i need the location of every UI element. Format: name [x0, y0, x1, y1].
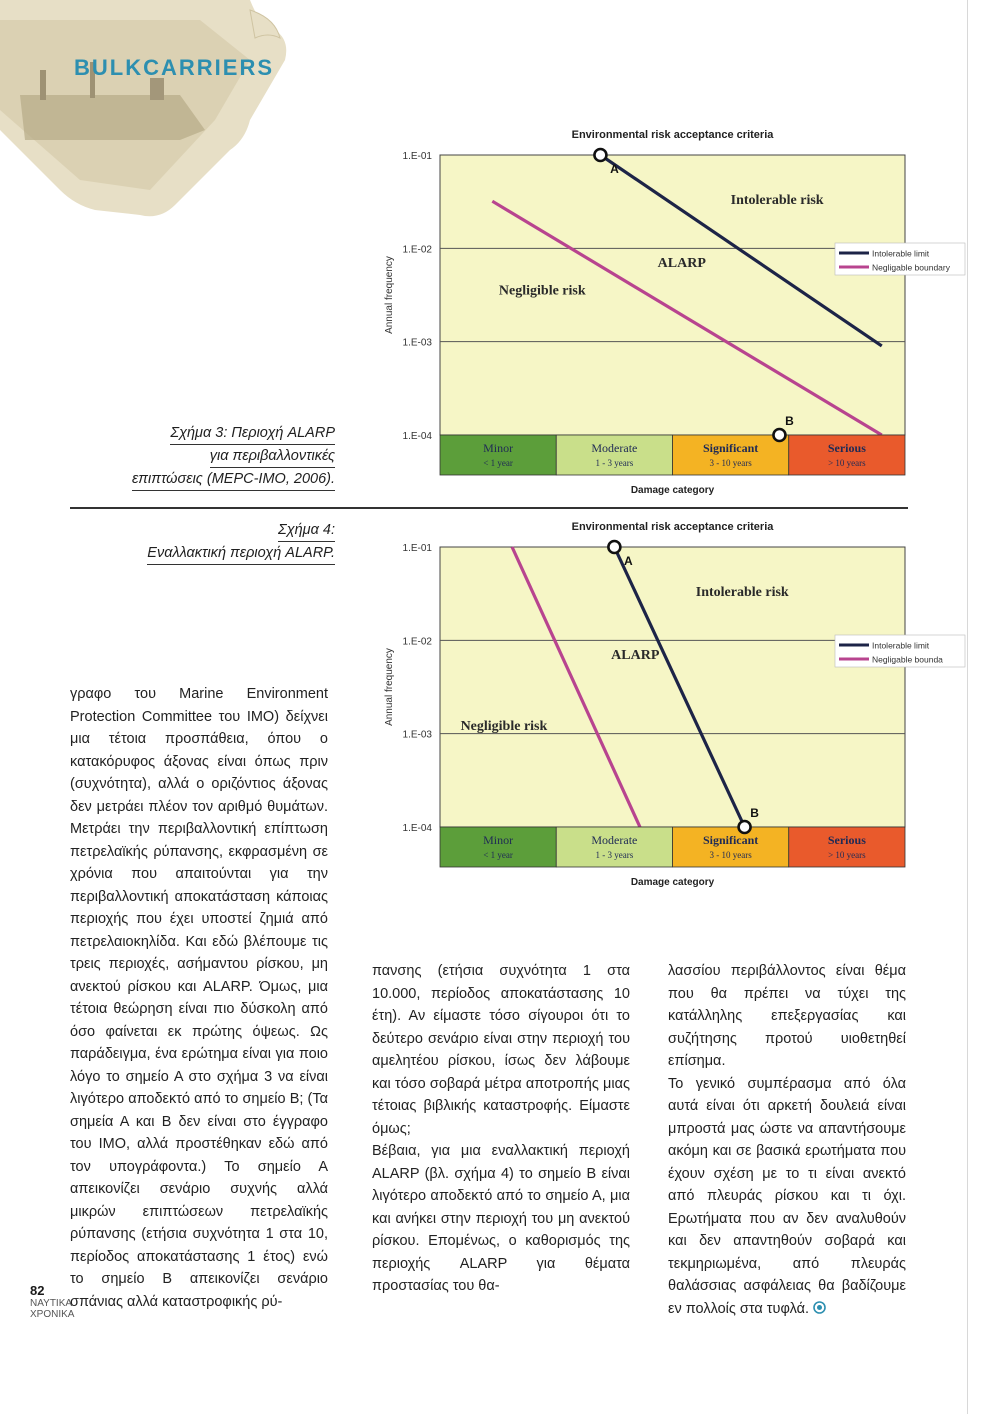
body-paragraph-text: Το γενικό συμπέρασμα από όλα αυτά είναι ότι αρκετή δουλειά είναι μπροστά μας ώστε να απαντήσουμε ακόμη και σε βασικά ερωτήματα που έχουν σχέση με το τι είναι ανεκτό από πλευράς ρίσκου και τι όχι. Ερωτήματα που αν δεν αναλυθούν και δεν απαντηθούν σοβαρά και τεκμηριωμένα, από πλευράς θαλάσσιας ασφάλειας θα βαδίζουμε εν πολλοίς στα τυφλά.	[668, 1075, 906, 1317]
risk-point-label: A	[610, 162, 619, 176]
figure-4-caption-line: Σχήμα 4:	[278, 519, 335, 542]
damage-category-range: > 10 years	[828, 458, 866, 468]
figure-3-caption-line: Σχήμα 3: Περιοχή ALARP	[170, 422, 335, 445]
risk-point-marker	[608, 541, 620, 553]
damage-category-name: Significant	[702, 833, 759, 847]
region-label: Intolerable risk	[695, 584, 789, 600]
figure-3-caption-line: επιπτώσεις (MEPC-IMO, 2006).	[132, 468, 335, 491]
region-label: Negligible risk	[498, 283, 586, 299]
damage-category-name: Serious	[827, 441, 866, 455]
y-tick-label: 1.E-01	[402, 543, 432, 554]
body-paragraph	[668, 1073, 906, 1321]
risk-point-marker	[739, 821, 751, 833]
damage-category-range: 1 - 3 years	[595, 458, 634, 468]
figure-divider	[70, 507, 908, 509]
page-footer	[30, 1283, 74, 1320]
damage-category-name: Significant	[702, 441, 759, 455]
damage-category-range: 3 - 10 years	[709, 850, 752, 860]
figure-4-caption	[130, 519, 335, 565]
region-label: ALARP	[611, 648, 660, 664]
damage-category-name: Moderate	[591, 441, 638, 455]
legend-label: Intolerable limit	[872, 640, 930, 651]
damage-category-range: 1 - 3 years	[595, 850, 634, 860]
chart-title: Environmental risk acceptance criteria	[571, 521, 774, 533]
body-paragraph: πανσης (ετήσια συχνότητα 1 στα 10.000, περίοδος αποκατάστασης 10 έτη). Αν είμαστε τόσο σίγουροι ότι το δεύτερο σενάριο είναι στην περιοχή του αμελητέου ρίσκου, ίσως δεν λάβουμε και τόσο σοβαρά μέτρα αποτροπής μιας τέτοιας βιβλικής καταστροφής. Είμαστε όμως;	[372, 963, 630, 1137]
body-paragraph: λασσίου περιβάλλοντος είναι θέμα που θα πρέπει να τύχει της κατάλληλης επεξεργασίας και συζήτησης προτού υιοθετηθεί επίσημα.	[668, 963, 906, 1069]
end-mark-icon	[813, 1301, 826, 1314]
body-paragraph: γραφο του Marine Environment Protection Committee του IMO) δείχνει μια τέτοια προσπάθεια, όπου ο κατακόρυφος άξονας είναι όπως πριν (συχνότητα), αλλά ο οριζόντιος άξονας δεν μετράει πλέον τον αριθμό θυμάτων. Μετράει την περιβαλλοντική επίπτωση πετρελαϊκής ρύπανσης, εκφρασμένη σε χρόνια που απαιτούνται για την περιβαλλοντική αποκατάσταση κάποιας περιοχής που έχει υποστεί ζημιά από πετρελαιοκηλίδα. Και εδώ βλέπουμε τις τρεις περιοχές, ασήμαντου ρίσκου, μη ανεκτού ρίσκου και ALARP. Όμως, μια τέτοια θεώρηση είναι πιο δύσκολη από όσο φαίνεται εκ πρώτης όψεως. Ως παράδειγμα, ένα ερώτημα είναι για ποιο λόγο το σημείο Α στο σχήμα 3 να είναι λιγότερο αποδεκτό από το σημείο Β; (Τα σημεία Α και Β δεν είναι στο έγγραφο του IMO, αλλά προστέθηκαν εδώ από τον υπογράφοντα.) Το σημείο Α απεικονίζει σενάριο συχνής αλλά μικρών επιπτώσεων πετρελαϊκής ρύπανσης (ετήσια συχνότητα 1 στα 10, περίοδος αποκατάστασης 1 έτος) ενώ το σημείο Β απεικονίζει σενάριο σπάνιας αλλά καταστροφικής ρύ-	[70, 686, 328, 1310]
risk-point-label: B	[750, 806, 759, 820]
figure-3-chart	[370, 120, 950, 503]
damage-category-name: Serious	[827, 833, 866, 847]
body-column-1	[70, 683, 328, 1313]
damage-category-range: > 10 years	[828, 850, 866, 860]
y-tick-label: 1.E-03	[402, 337, 432, 349]
risk-point-marker	[773, 429, 785, 441]
legend-label: Intolerable limit	[872, 248, 930, 259]
region-label: Negligible risk	[460, 718, 548, 734]
y-tick-label: 1.E-02	[402, 244, 432, 256]
region-label: Intolerable risk	[730, 192, 824, 208]
section-title: BULKCARRIERS	[74, 55, 274, 80]
magazine-name: ΧΡΟΝΙΚΑ	[30, 1309, 75, 1320]
damage-category-range: 3 - 10 years	[709, 458, 752, 468]
figure-4-caption-line: Εναλλακτική περιοχή ALARP.	[147, 542, 335, 565]
x-axis-label: Damage category	[630, 877, 715, 888]
y-tick-label: 1.E-02	[402, 636, 432, 648]
legend-label: Negligable bounda	[872, 654, 943, 665]
risk-point-label: A	[624, 554, 633, 568]
body-paragraph: Βέβαια, για μια εναλλακτική περιοχή ALARP (βλ. σχήμα 4) το σημείο Β είναι λιγότερο αποδεκτό από το σημείο Α, μια και ανήκει στην περιοχή του μη ανεκτού ρίσκου. Επομένως, ο καθορισμός της περιοχής ALARP για θέματα προστασίας του θα-	[372, 1143, 630, 1294]
plot-area	[440, 547, 905, 827]
y-axis-label: Annual frequency	[384, 648, 395, 726]
damage-category-name: Minor	[483, 441, 514, 455]
figure-3-caption	[130, 422, 335, 491]
chart-svg	[370, 512, 943, 890]
damage-category-range: < 1 year	[483, 850, 513, 860]
chart-title: Environmental risk acceptance criteria	[571, 129, 774, 141]
risk-point-label: B	[785, 414, 794, 428]
damage-category-name: Moderate	[591, 833, 638, 847]
header-ship-artwork	[0, 0, 300, 230]
page-number: 82	[30, 1283, 45, 1298]
damage-category-range: < 1 year	[483, 458, 513, 468]
region-label: ALARP	[657, 256, 706, 272]
y-tick-label: 1.E-04	[402, 823, 432, 834]
magazine-name: ΝΑΥΤΙΚΑ	[30, 1298, 73, 1309]
y-tick-label: 1.E-03	[402, 729, 432, 741]
legend-label: Negligable boundary	[872, 262, 950, 273]
y-axis-label: Annual frequency	[384, 256, 395, 334]
figure-4-chart	[370, 512, 943, 895]
y-tick-label: 1.E-01	[402, 151, 432, 162]
x-axis-label: Damage category	[630, 485, 715, 496]
risk-point-marker	[594, 149, 606, 161]
figure-3-caption-line: για περιβαλλοντικές	[210, 445, 335, 468]
damage-category-name: Minor	[483, 833, 514, 847]
chart-svg	[370, 120, 950, 498]
body-column-2	[372, 960, 630, 1298]
body-column-3	[668, 960, 906, 1320]
y-tick-label: 1.E-04	[402, 431, 432, 442]
page-edge-line	[967, 0, 968, 1414]
